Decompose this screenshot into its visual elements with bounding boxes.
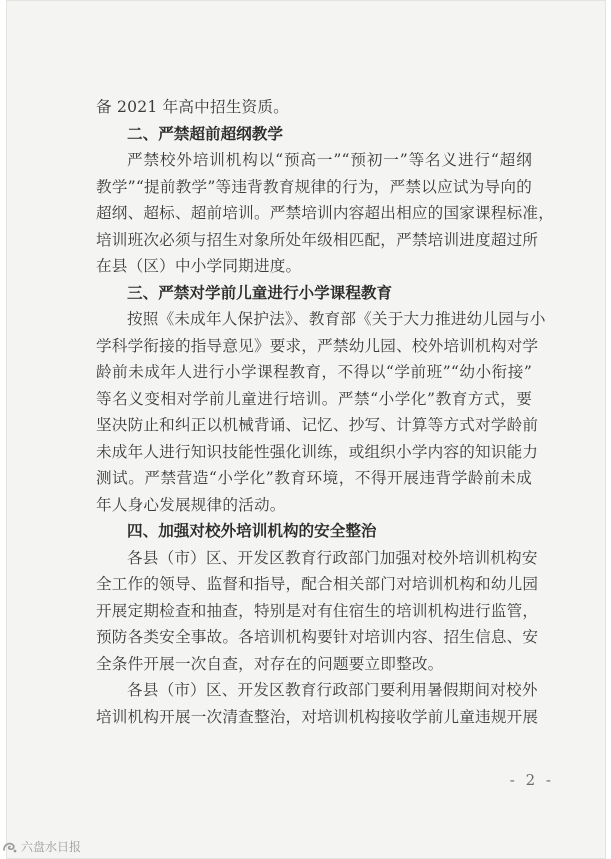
body-line: 各县（市）区、开发区教育行政部门加强对校外培训机构安 [127,548,538,567]
body-line: 全工作的领导、监督和指导，配合相关部门对培训机构和幼儿园 [96,575,539,593]
watermark [2,838,81,855]
body-line: 超纲、超标、超前培训。严禁培训内容超出相应的国家课程标准， [96,204,555,222]
body-line: 在县（区）中小学同期进度。 [96,257,302,275]
document-page [6,0,606,859]
body-line: 教学”“提前教学”等违背教育规律的行为，严禁以应试为导向的 [96,177,532,196]
body-line: 开展定期检查和抽查，特别是对有住宿生的培训机构进行监管， [96,601,539,620]
section-heading-4: 四、加强对校外培训机构的安全整治 [127,522,377,540]
section-heading-3: 三、严禁对学前儿童进行小学课程教育 [127,283,393,302]
body-line: 培训班次必须与招生对象所处年级相匹配，严禁培训进度超过所 [96,230,539,249]
body-line: 未成年人进行知识技能性强化训练，或组织小学内容的知识能力 [96,442,539,461]
swirl-logo-icon [2,840,18,854]
body-line: 坚决防止和纠正以机械背诵、记忆、抄写、计算等方式对学龄前 [96,416,539,434]
body-line: 全条件开展一次自查，对存在的问题要立即整改。 [96,654,444,673]
body-line: 预防各类安全事故。各培训机构要针对培训内容、招生信息、安 [96,628,539,646]
body-line: 等名义变相对学前儿童进行培训。严禁“小学化”教育方式，要 [96,389,532,408]
body-line: 按照《未成年人保护法》、教育部《关于大力推进幼儿园与小 [127,310,546,328]
body-line: 年人身心发展规律的活动。 [96,495,286,514]
body-line: 培训机构开展一次清查整治，对培训机构接收学前儿童违规开展 [96,707,539,726]
body-line: 备 2021 年高中招生资质。 [96,98,289,116]
body-line: 测试。严禁营造“小学化”教育环境，不得开展违背学龄前未成 [96,469,532,487]
body-line: 各县（市）区、开发区教育行政部门要利用暑假期间对校外 [127,681,538,699]
watermark-text: 六盘水日报 [21,840,82,854]
body-line: 龄前未成年人进行小学课程教育，不得以“学前班”“幼小衔接” [96,363,532,381]
page-number: - 2 - [509,771,554,789]
body-line: 学科学衔接的指导意见》要求，严禁幼儿园、校外培训机构对学 [96,336,539,355]
section-heading-2: 二、严禁超前超纲教学 [127,124,283,143]
body-line: 严禁校外培训机构以“预高一”“预初一”等名义进行“超纲 [127,151,532,169]
document-body [96,94,555,730]
